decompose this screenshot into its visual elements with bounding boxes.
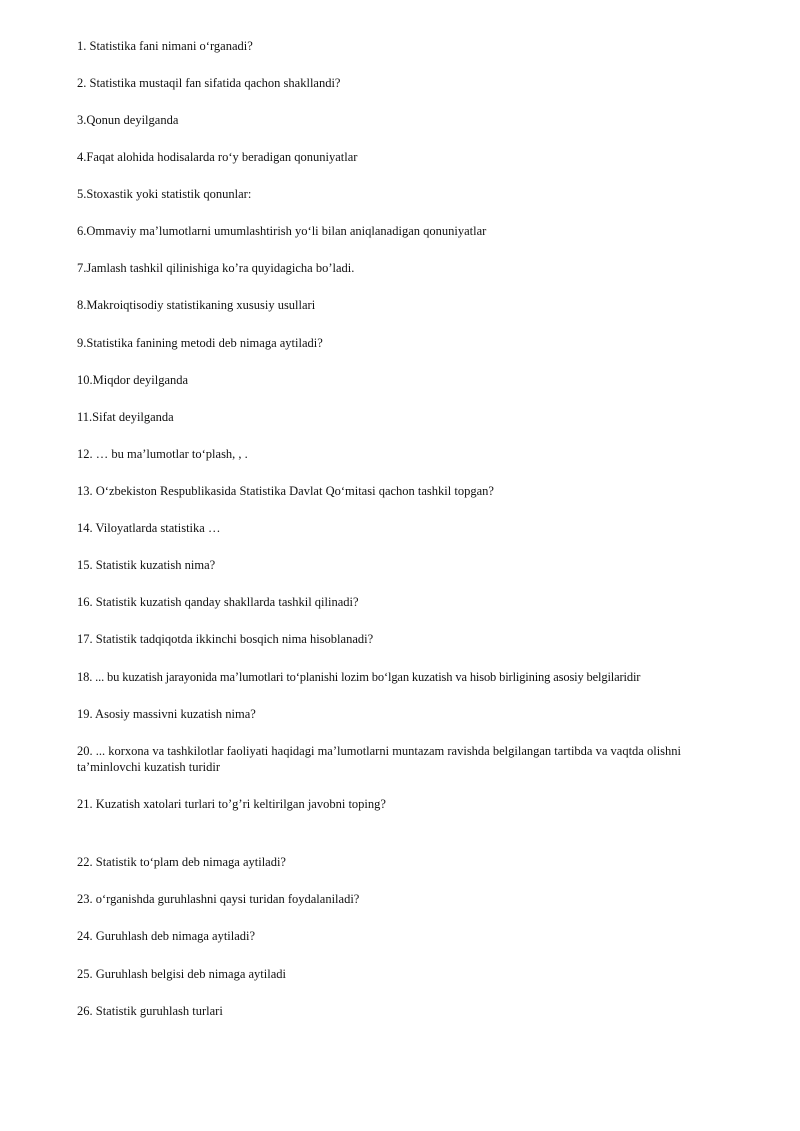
question-6: 6.Ommaviy ma’lumotlarni umumlashtirish yo‘li bilan aniqlanadigan qonuniyatlar bbox=[77, 224, 487, 238]
question-24: 24. Guruhlash deb nimaga aytiladi? bbox=[77, 929, 256, 943]
question-21: 21. Kuzatish xatolari turlari to’g’ri keltirilgan javobni toping? bbox=[77, 797, 386, 811]
question-26: 26. Statistik guruhlash turlari bbox=[77, 1004, 223, 1018]
question-9: 9.Statistika fanining metodi deb nimaga aytiladi? bbox=[77, 336, 323, 350]
question-23: 23. o‘rganishda guruhlashni qaysi turidan foydalaniladi? bbox=[77, 892, 360, 906]
question-1: 1. Statistika fani nimani o‘rganadi? bbox=[77, 39, 253, 53]
question-15: 15. Statistik kuzatish nima? bbox=[77, 558, 216, 572]
question-5: 5.Stoxastik yoki statistik qonunlar: bbox=[77, 187, 252, 201]
question-7: 7.Jamlash tashkil qilinishiga ko’ra quyidagicha bo’ladi. bbox=[77, 261, 355, 275]
question-25: 25. Guruhlash belgisi deb nimaga aytiladi bbox=[77, 967, 286, 981]
question-17: 17. Statistik tadqiqotda ikkinchi bosqich nima hisoblanadi? bbox=[77, 632, 374, 646]
question-14: 14. Viloyatlarda statistika … bbox=[77, 521, 221, 535]
question-16: 16. Statistik kuzatish qanday shakllarda tashkil qilinadi? bbox=[77, 595, 359, 609]
question-22: 22. Statistik to‘plam deb nimaga aytiladi? bbox=[77, 855, 286, 869]
question-4: 4.Faqat alohida hodisalarda ro‘y beradigan qonuniyatlar bbox=[77, 150, 358, 164]
question-12: 12. … bu ma’lumotlar to‘plash, , . bbox=[77, 447, 248, 461]
question-11: 11.Sifat deyilganda bbox=[77, 410, 174, 424]
question-2: 2. Statistika mustaqil fan sifatida qachon shakllandi? bbox=[77, 76, 341, 90]
question-19: 19. Asosiy massivni kuzatish nima? bbox=[77, 707, 256, 721]
question-8: 8.Makroiqtisodiy statistikaning xususiy usullari bbox=[77, 298, 316, 312]
question-13: 13. O‘zbekiston Respublikasida Statistika Davlat Qo‘mitasi qachon tashkil topgan? bbox=[77, 484, 494, 498]
question-3: 3.Qonun deyilganda bbox=[77, 113, 179, 127]
question-18: 18. ... bu kuzatish jarayonida ma’lumotlari to‘planishi lozim bo‘lgan kuzatish va hisob birligining asosiy belgilaridir bbox=[77, 670, 641, 684]
question-10: 10.Miqdor deyilganda bbox=[77, 373, 189, 387]
question-20: 20. ... korxona va tashkilotlar faoliyati haqidagi ma’lumotlarni muntazam ravishda belgilangan tartibda va vaqtda olishni ta’minlovchi kuzatish turidir bbox=[77, 744, 681, 774]
